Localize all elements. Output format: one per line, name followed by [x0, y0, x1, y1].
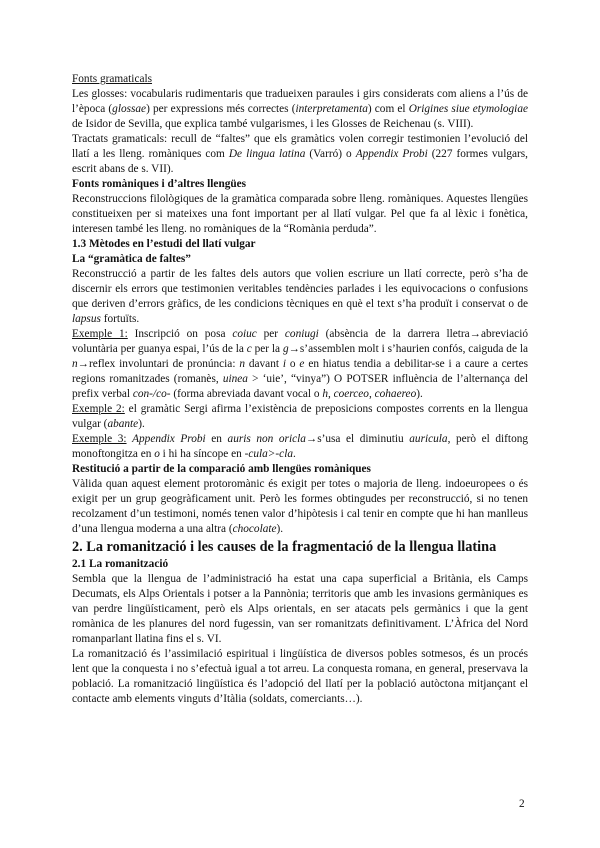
text-run: c	[246, 343, 252, 355]
paragraph-restitucio	[72, 477, 528, 537]
paragraph-romanitzacio-1: Sembla que la llengua de l’administració ha estat una capa superficial a Britània, els Camps Decumats, els Alps Orientals i potser a la Pannònia; territoris que amb les invasions germàniques es van perdre lingüísticament, però els Alps orientals, en ser atacats pels germànics i que la gent romànica de les planures del nord fugessin, van ser romanitzats definitivament. L’Àfrica del Nord romanparlant llatina fins el s. VI.	[72, 573, 528, 645]
text-run: > ‘uie’, “vinya”) O POTSER influència de l’alternança del prefix verbal	[72, 373, 529, 400]
text-run: ).	[416, 388, 423, 400]
text-run: ,	[368, 388, 375, 400]
text-run: o	[154, 448, 160, 460]
paragraph-tractats	[72, 132, 528, 177]
example-label: Exemple 1:	[72, 328, 128, 340]
text-run: (227 formes vulgars, escrit abans de s. VII).	[72, 148, 528, 175]
text-run: fortuïts.	[100, 313, 140, 325]
text-run: chocolate	[232, 523, 277, 535]
text-run: n	[239, 358, 245, 370]
text-run: e	[299, 358, 305, 370]
example-label: Exemple 3:	[72, 433, 127, 445]
text-run: con-/co-	[132, 388, 171, 400]
paragraph-exemple-3	[72, 432, 528, 462]
text-run: →reflex involuntari de pronúncia:	[77, 358, 240, 370]
text-run: en	[205, 433, 228, 445]
text-run: →s’usa el diminutiu	[305, 433, 410, 445]
text-run: ) com el	[367, 103, 409, 115]
text-run: ).	[276, 523, 284, 535]
text-run: Reconstrucció a partir de les faltes dels autors que volien escriure un llatí correcte, però s’ha de discernir els errors que testimonien veritables tendències parlades i les equivocacions o confusions que deriven d’errors gràfics, de les condicions tècniques en què el text s’ha produït i conservat o de	[72, 268, 528, 310]
page-content	[72, 72, 528, 707]
text-run: (absència de la darrera lletra→abreviació voluntària per guanya espai, l’ús de la	[72, 328, 528, 355]
text-run: glossae	[112, 103, 147, 115]
text-run: uinea	[222, 373, 248, 385]
heading-fonts-romaniques: Fonts romàniques i d’altres llengües	[72, 178, 247, 190]
text-run: .	[292, 448, 296, 460]
page-number: 2	[519, 798, 525, 810]
text-run: auris non oricla	[227, 433, 306, 445]
text-run: g	[282, 343, 289, 355]
text-run: i	[282, 358, 287, 370]
text-run: coiuc	[232, 328, 257, 340]
text-run: , però el diftong monoftongitza en	[72, 433, 529, 460]
text-run: en hiatus tendia a debilitar-se i a caure a certes regions romanitzades (romanès,	[72, 358, 529, 385]
text-run: Tractats gramaticals: recull de “faltes” que els gramàtics volen corregir testimonien l’evolució del llatí a les lleng. romàniques com	[72, 133, 528, 160]
text-run: ).	[138, 418, 145, 430]
paragraph-reconstruccio-faltes	[72, 267, 528, 327]
text-run: davant	[245, 358, 283, 370]
text-run: ) per expressions més correctes (	[146, 103, 296, 115]
paragraph-glosses	[72, 87, 528, 132]
paragraph-exemple-2	[72, 402, 528, 432]
heading-gramatica-faltes: La “gramàtica de faltes”	[72, 253, 191, 265]
text-run: i hi ha síncope en	[159, 448, 245, 460]
text-run: Inscripció on posa	[127, 328, 233, 340]
paragraph-romanitzacio-2: La romanització és l’assimilació espiritual i lingüística de diversos pobles sotmesos, és un procés lent que la conquesta i no s’efectuà igual a tot arreu. La conquesta romana, en general, preservava la població. La romanització lingüística és l’adopció del llatí per la població autòctona mitjançant el contacte amb elements vinguts d’Itàlia (soldats, comerciants…).	[72, 648, 528, 705]
text-run: abante	[107, 418, 139, 430]
text-run: o	[286, 358, 300, 370]
text-run: cohaereo	[374, 388, 417, 400]
text-run: per la	[251, 343, 283, 355]
heading-romanitzacio: 2.1 La romanització	[72, 558, 169, 570]
heading-section-2: 2. La romanització i les causes de la fragmentació de la llengua llatina	[72, 539, 497, 555]
heading-metodes: 1.3 Mètodes en l’estudi del llatí vulgar	[72, 238, 256, 250]
text-run: lapsus	[72, 313, 101, 325]
paragraph-exemple-1	[72, 327, 528, 402]
text-run: el gramàtic Sergi afirma l’existència de preposicions compostes corrents en la llengua vulgar (	[72, 403, 528, 430]
text-run: per	[256, 328, 285, 340]
text-run: n	[72, 358, 78, 370]
text-run: Origines siue etymologiae	[408, 103, 528, 115]
text-run: coniugi	[284, 328, 319, 340]
text-run: De lingua latina	[228, 148, 306, 160]
example-label: Exemple 2:	[72, 403, 125, 415]
heading-fonts-gramaticals: Fonts gramaticals	[72, 73, 153, 85]
text-run: Appendix Probi	[355, 148, 428, 160]
text-run: de Isidor de Sevilla, que explica també vulgarismes, i les Glosses de Reichenau (s. VIII).	[72, 118, 474, 130]
text-run: -cula>-cla	[244, 448, 293, 460]
text-run: h, coerceo	[322, 388, 369, 400]
text-run: interpretamenta	[295, 103, 368, 115]
text-run: Les glosses: vocabularis rudimentaris que tradueixen paraules i girs considerats com aliens a l’ús de l’època (	[72, 88, 528, 115]
paragraph-reconstruccions: Reconstruccions filològiques de la gramàtica comparada sobre lleng. romàniques. Aquestes llengües constitueixen per si mateixes una font important per al llatí vulgar. Pel que fa al lèxic i fonètica, interesen també les lleng. no romàniques de la “Romània perduda”.	[72, 193, 528, 235]
text-run: (forma abreviada davant vocal o	[170, 388, 323, 400]
text-run: Vàlida quan aquest element protoromànic és exigit per totes o majoria de lleng. indoeuropees o és exigit per un grup geogràficament unit. Però les formes obtingudes per reconstrucció, si no tenen recolzament d’un testimoni, només tenen valor d’hipòtesis i cal tenir en compte que hi han manlleus d’una llengua moderna a una altra (	[72, 478, 528, 535]
text-run: →s’assemblen molt i s’haurien confós, caiguda de la	[288, 343, 528, 355]
heading-restitucio: Restitució a partir de la comparació amb llengües romàniques	[72, 463, 371, 475]
text-run: auricula	[409, 433, 448, 445]
text-run: (Varró) o	[305, 148, 356, 160]
text-run: Appendix Probi	[132, 433, 206, 445]
